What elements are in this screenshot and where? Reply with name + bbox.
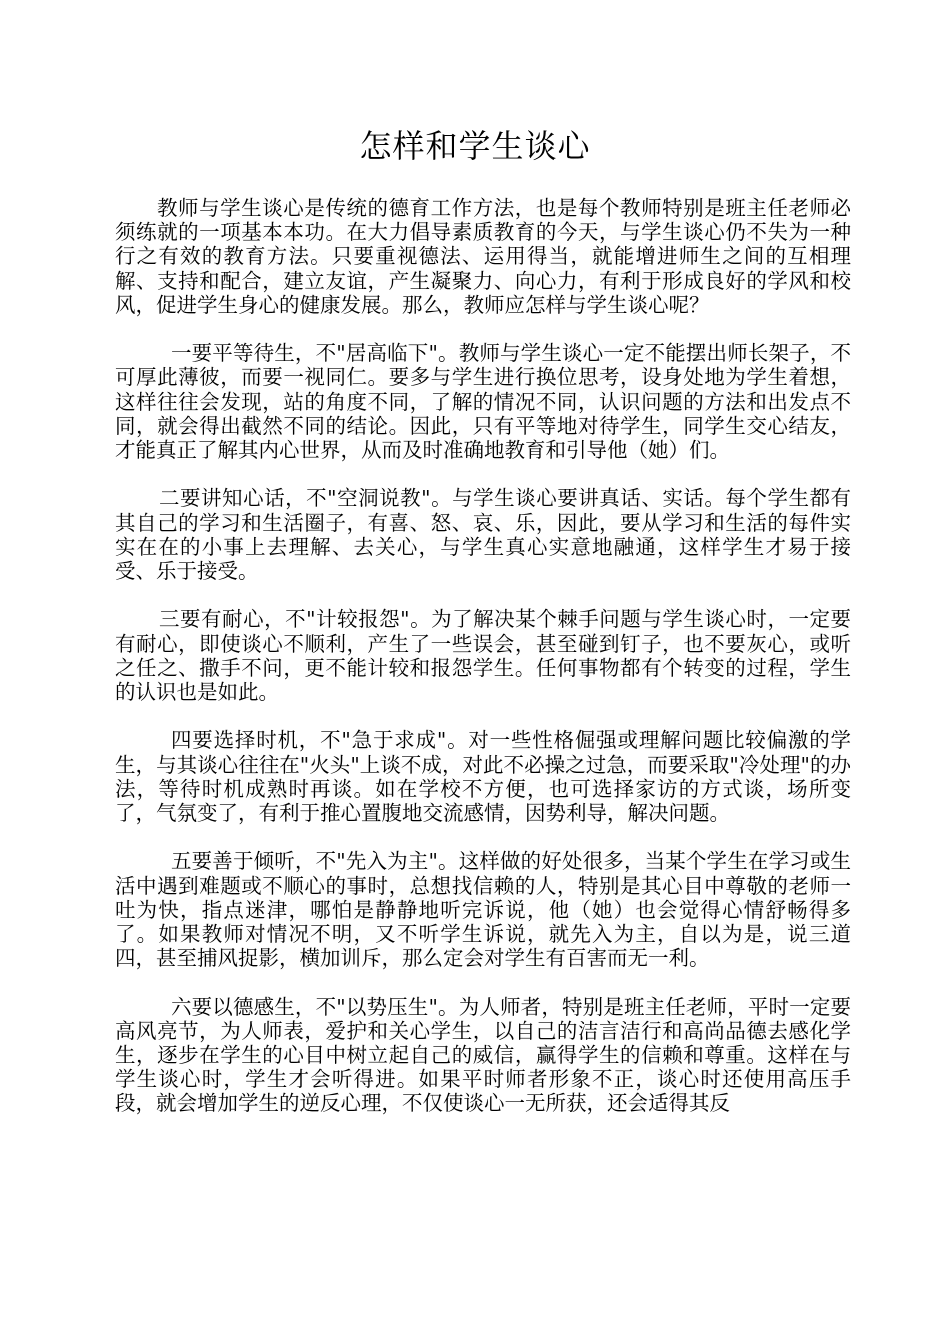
document-title: 怎样和学生谈心 bbox=[359, 127, 591, 165]
paragraph-point-5: 五要善于倾听，不"先入为主"。这样做的好处很多，当某个学生在学习或生活中遇到难题或不顺心的事时，总想找信赖的人，特别是其心目中尊敬的老师一吐为快，指点迷津，哪怕是静静地听完诉说，他（她）也会觉得心情舒畅得多了。如果教师对情况不明，又不听学生诉说，就先入为主，自以为是，说三道四，甚至捕风捉影，横加训斥，那么定会对学生有百害而无一利。 bbox=[115, 849, 851, 971]
paragraph-point-2: 二要讲知心话，不"空洞说教"。与学生谈心要讲真话、实话。每个学生都有其自己的学习和生活圈子，有喜、怒、哀、乐，因此，要从学习和生活的每件实实在在的小事上去理解、去关心，与学生真心实意地融通，这样学生才易于接受、乐于接受。 bbox=[115, 486, 851, 584]
paragraph-point-1: 一要平等待生，不"居高临下"。教师与学生谈心一定不能摆出师长架子，不可厚此薄彼，而要一视同仁。要多与学生进行换位思考，设身处地为学生着想，这样往往会发现，站的角度不同，了解的情况不同，认识问题的方法和出发点不同，就会得出截然不同的结论。因此，只有平等地对待学生，同学生交心结友，才能真正了解其内心世界，从而及时准确地教育和引导他（她）们。 bbox=[115, 341, 851, 463]
paragraph-point-6: 六要以德感生，不"以势压生"。为人师者，特别是班主任老师，平时一定要高风亮节，为人师表，爱护和关心学生，以自己的洁言洁行和高尚品德去感化学生，逐步在学生的心目中树立起自己的威信，赢得学生的信赖和尊重。这样在与学生谈心时，学生才会听得进。如果平时师者形象不正，谈心时还使用高压手段，就会增加学生的逆反心理，不仅使谈心一无所获，还会适得其反 bbox=[115, 994, 851, 1116]
paragraph-point-3: 三要有耐心，不"计较报怨"。为了解决某个棘手问题与学生谈心时，一定要有耐心，即使谈心不顺利，产生了一些误会，甚至碰到钉子，也不要灰心，或听之任之、撒手不问，更不能计较和报怨学生。任何事物都有个转变的过程，学生的认识也是如此。 bbox=[115, 607, 851, 705]
paragraph-intro: 教师与学生谈心是传统的德育工作方法，也是每个教师特别是班主任老师必须练就的一项基本本功。在大力倡导素质教育的今天，与学生谈心仍不失为一种行之有效的教育方法。只要重视德法、运用得当，就能增进师生之间的互相理解、支持和配合，建立友谊，产生凝聚力、向心力，有利于形成良好的学风和校风，促进学生身心的健康发展。那么，教师应怎样与学生谈心呢？ bbox=[115, 196, 851, 317]
paragraph-point-4: 四要选择时机，不"急于求成"。对一些性格倔强或理解问题比较偏激的学生，与其谈心往往在"火头"上谈不成，对此不必操之过急，而要采取"冷处理"的办法，等待时机成熟时再谈。如在学校不方便，也可选择家访的方式谈，场所变了，气氛变了，有利于推心置腹地交流感情，因势利导，解决问题。 bbox=[115, 728, 851, 826]
document-body bbox=[115, 196, 851, 1140]
